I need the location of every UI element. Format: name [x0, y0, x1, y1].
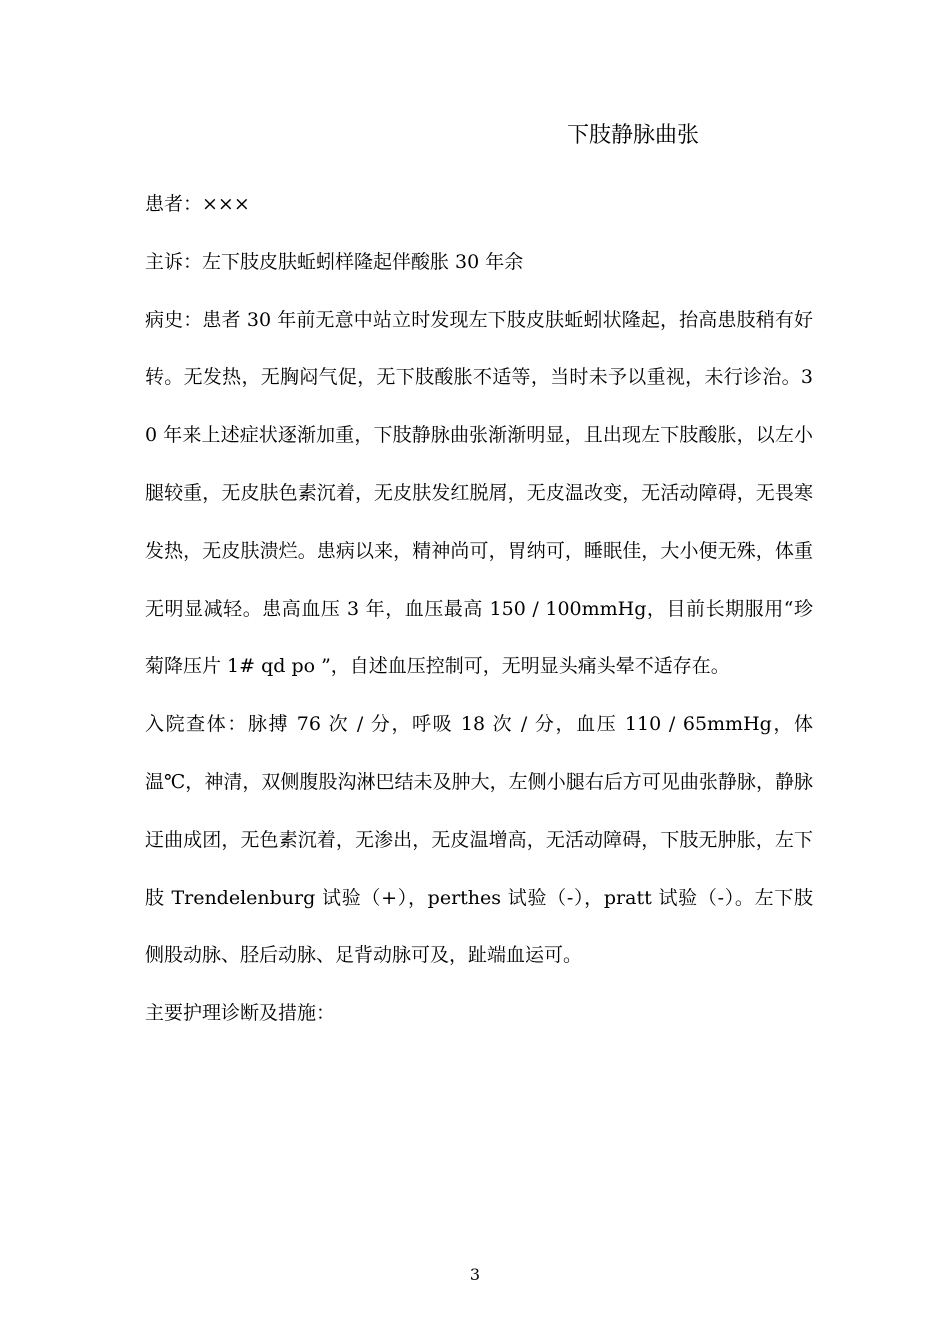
page-number: 3: [469, 1265, 481, 1284]
document-title: 下肢静脉曲张: [567, 123, 700, 148]
patient-line: 患者：×××: [145, 193, 250, 215]
document-body: [145, 176, 813, 1043]
medical-history: 病史：患者 30 年前无意中站立时发现左下肢皮肤蚯蚓状隆起，抬高患肢稍有好转。无发热，无胸闷气促，无下肢酸胀不适等，当时未予以重视，未行诊治。30 年来上述症状逐渐加重，下肢静脉曲张渐渐明显，且出现左下肢酸胀，以左小腿较重，无皮肤色素沉着，无皮肤发红脱屑，无皮温改变，无活动障碍，无畏寒发热，无皮肤溃烂。患病以来，精神尚可，胃纳可，睡眠佳，大小便无殊，体重无明显减轻。患高血压 3 年，血压最高 150 / 100mmHg，目前长期服用“珍菊降压片 1# qd po ”，自述血压控制可，无明显头痛头晕不适存在。: [145, 308, 813, 678]
nursing-heading: 主要护理诊断及措施：: [145, 1002, 336, 1025]
physical-exam: 入院查体：脉搏 76 次 / 分，呼吸 18 次 / 分，血压 110 / 65mmHg，体温℃，神清，双侧腹股沟淋巴结未及肿大，左侧小腿右后方可见曲张静脉，静脉迂曲成团，无色素沉着，无渗出，无皮温增高，无活动障碍，下肢无肿胀，左下肢 Trendelenburg 试验（+），perthes 试验（-），pratt 试验（-）。左下肢侧股动脉、胫后动脉、足背动脉可及，趾端血运可。: [145, 713, 813, 967]
chief-complaint: 主诉：左下肢皮肤蚯蚓样隆起伴酸胀 30 年余: [145, 250, 524, 273]
